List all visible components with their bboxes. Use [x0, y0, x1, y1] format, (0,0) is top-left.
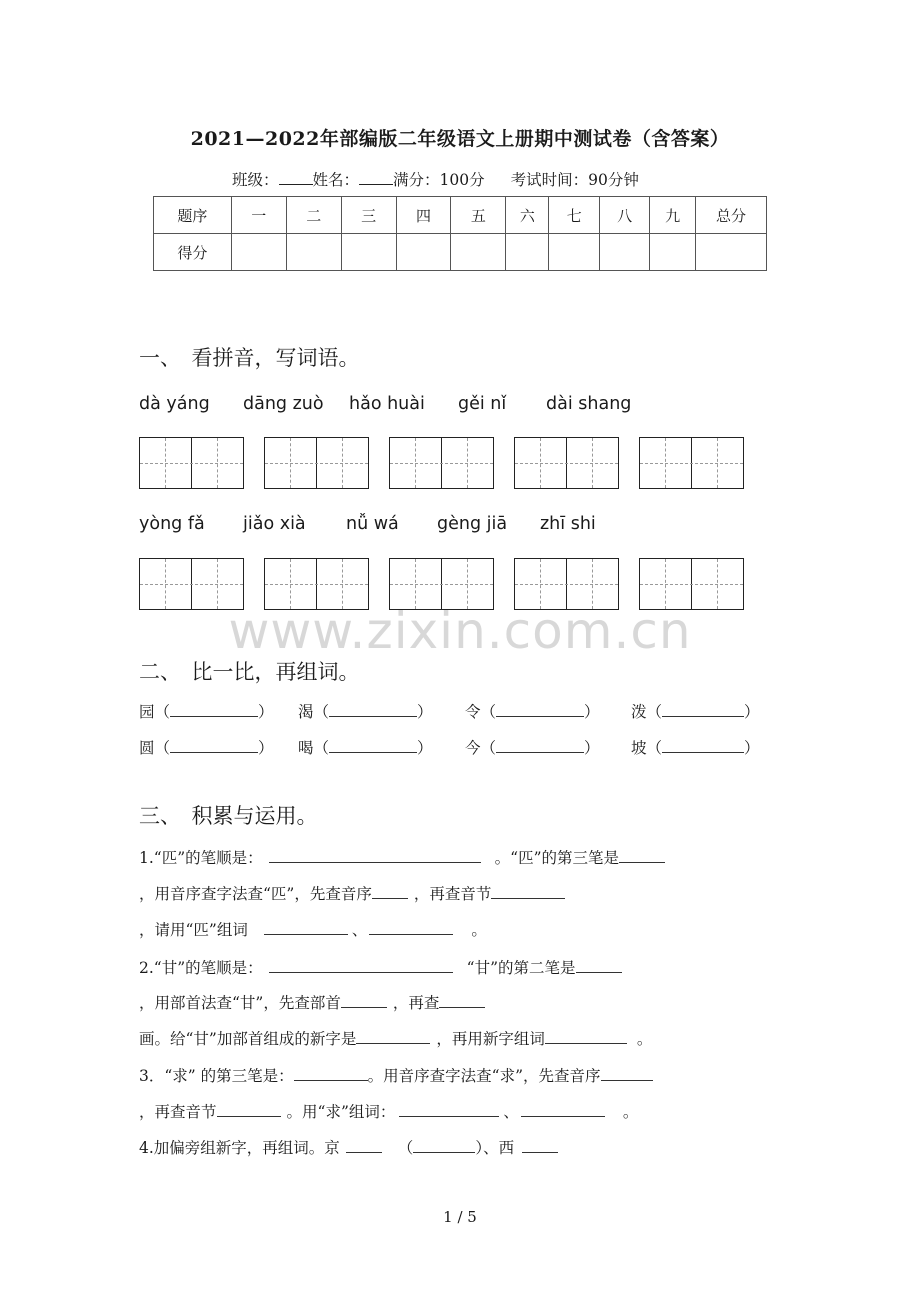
score-cell — [286, 234, 341, 271]
class-label: 班级： — [232, 171, 279, 189]
q4-line1: 4.加偏旁组新字，再组词。京 （ ）、西 — [139, 1136, 558, 1158]
compare-item: 圆（ ） — [139, 739, 274, 757]
compare-item: 园（ ） — [139, 703, 274, 721]
writing-grid[interactable] — [264, 437, 369, 489]
table-cell: 总分 — [696, 197, 767, 234]
section1-title: 一、 看拼音，写词语。 — [139, 346, 360, 370]
q3-line1: 3．“求” 的第三笔是： 。用音序查字法查“求”，先查音序 — [139, 1064, 653, 1086]
writing-grid[interactable] — [639, 437, 744, 489]
name-blank — [359, 170, 393, 185]
score-cell — [600, 234, 650, 271]
page-title: 2021—2022年部编版二年级语文上册期中测试卷（含答案） — [190, 128, 730, 150]
q2-line1: 2.“甘”的笔顺是： “甘”的第二笔是 — [139, 956, 622, 978]
table-cell: 一 — [231, 197, 286, 234]
score-cell — [506, 234, 549, 271]
pinyin-1-4: gěi nǐ — [458, 394, 507, 414]
score-cell — [341, 234, 396, 271]
pinyin-1-2: dāng zuò — [243, 394, 324, 414]
table-cell: 二 — [286, 197, 341, 234]
full-score: 满分：100分 — [393, 171, 485, 189]
compare-item: 今（ ） — [465, 739, 600, 757]
pinyin-2-3: nǚ wá — [346, 514, 399, 534]
score-table-header-row — [154, 197, 767, 234]
q1-line1: 1.“匹”的笔顺是： 。“匹”的第三笔是 — [139, 846, 665, 868]
pinyin-1-5: dài shang — [546, 394, 632, 414]
class-blank — [279, 170, 313, 185]
table-cell: 七 — [549, 197, 600, 234]
exam-time: 考试时间：90分钟 — [510, 171, 639, 189]
table-cell: 五 — [451, 197, 506, 234]
q2-line2: ，用部首法查“甘”，先查部首 ，再查 — [139, 991, 485, 1013]
table-cell: 题序 — [154, 197, 232, 234]
pinyin-2-4: gèng jiā — [437, 514, 508, 534]
compare-item: 令（ ） — [465, 703, 600, 721]
table-cell: 三 — [341, 197, 396, 234]
score-table-score-row — [154, 234, 767, 271]
name-label: 姓名： — [312, 171, 360, 189]
q1-line2: ，用音序查字法查“匹”，先查音序 ，再查音节 — [139, 882, 565, 904]
score-table — [153, 196, 767, 271]
pinyin-1-1: dà yáng — [139, 394, 210, 414]
compare-item: 坡（ ） — [631, 739, 760, 757]
compare-item: 喝（ ） — [298, 739, 433, 757]
table-cell: 得分 — [154, 234, 232, 271]
q2-line3: 画。给“甘”加部首组成的新字是 ，再用新字组词 。 — [139, 1030, 653, 1048]
compare-item: 泼（ ） — [631, 703, 760, 721]
table-cell: 四 — [396, 197, 451, 234]
score-cell — [231, 234, 286, 271]
table-cell: 九 — [650, 197, 696, 234]
q3-line2: ，再查音节 。用“求”组词： 、 。 — [139, 1103, 639, 1121]
exam-info — [232, 168, 639, 190]
writing-grid[interactable] — [389, 437, 494, 489]
score-cell — [451, 234, 506, 271]
q1-line3: ，请用“匹”组词 、 。 — [139, 921, 487, 939]
pinyin-2-1: yòng fǎ — [139, 514, 205, 534]
page-number: 1 / 5 — [443, 1208, 477, 1226]
section3-title: 三、 积累与运用。 — [139, 804, 318, 828]
compare-item: 渴（ ） — [298, 703, 433, 721]
pinyin-2-5: zhī shi — [540, 514, 596, 534]
table-cell: 六 — [506, 197, 549, 234]
score-cell — [650, 234, 696, 271]
score-cell — [549, 234, 600, 271]
table-cell: 八 — [600, 197, 650, 234]
score-cell — [696, 234, 767, 271]
writing-grid[interactable] — [514, 437, 619, 489]
writing-grid[interactable] — [139, 437, 244, 489]
watermark: www.zixin.com.cn — [228, 602, 692, 660]
pinyin-2-2: jiǎo xià — [243, 514, 306, 534]
pinyin-1-3: hǎo huài — [349, 394, 425, 414]
score-cell — [396, 234, 451, 271]
section2-title: 二、 比一比，再组词。 — [139, 660, 360, 684]
